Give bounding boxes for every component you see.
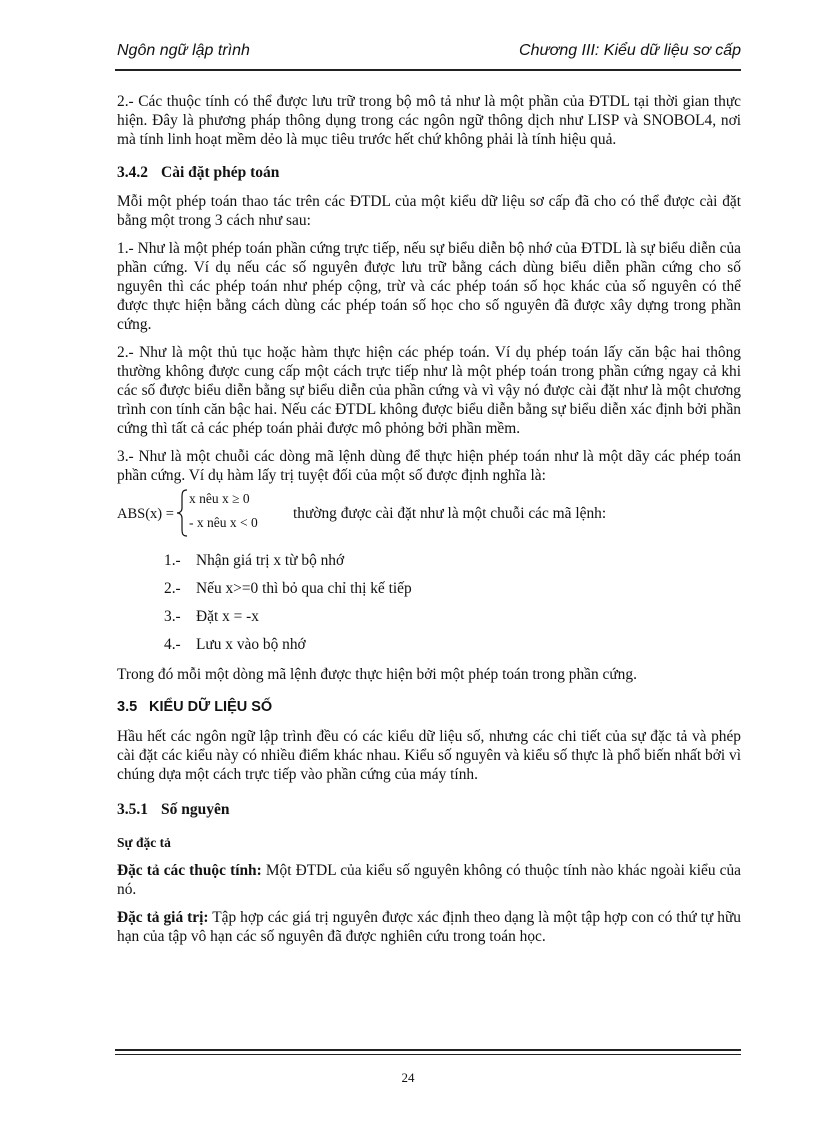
formula-lhs: ABS(x) = [117, 506, 174, 522]
section-number: 3.5 [117, 699, 138, 715]
paragraph-label: Đặc tả giá trị: [117, 909, 209, 926]
formula-description: thường được cài đặt như là một chuỗi các mã lệnh: [293, 505, 607, 522]
section-heading-3-4-2 [117, 163, 741, 182]
section-heading-3-5 [117, 698, 741, 717]
step-text: Đặt x = -x [196, 608, 259, 625]
step-number: 1.- [164, 552, 181, 569]
subheading-specification: Sự đặc tả [117, 835, 171, 850]
step-text: Lưu x vào bộ nhớ [196, 636, 306, 653]
header-chapter-title: Chương III: Kiểu dữ liệu sơ cấp [519, 42, 741, 59]
paragraph-text: Một ĐTDL của kiểu số nguyên không có thuộc tính nào khác ngoài kiểu của nó. [117, 862, 741, 898]
formula-case-2: - x nêu x < 0 [189, 515, 258, 530]
steps-list [117, 547, 741, 659]
step-number: 4.- [164, 636, 181, 653]
step-number: 3.- [164, 608, 181, 625]
header-divider [115, 69, 741, 71]
paragraph-text: Tập hợp các giá trị nguyên được xác định theo dạng là một tập hợp con có thứ tự hữu hạn của tập vô hạn các số nguyên đã được nghiên cứu trong toán học. [117, 909, 741, 945]
footer-divider-thin [115, 1054, 741, 1055]
section-title: Cài đặt phép toán [161, 164, 280, 181]
section-number: 3.4.2 [117, 164, 148, 181]
page-number: 24 [401, 1070, 415, 1085]
paragraph-35: Hầu hết các ngôn ngữ lập trình đều có các kiểu dữ liệu số, nhưng các chi tiết của sự đặc tả và phép cài đặt các kiểu này có nhiều điểm khác nhau. Kiểu số nguyên và kiểu số thực là phổ biến nhất bởi vì chúng dựa một cách trực tiếp vào phần cứng của máy tính. [117, 728, 741, 783]
list-item [164, 575, 741, 603]
section-title: Số nguyên [161, 801, 230, 818]
list-item [164, 631, 741, 659]
paragraph-way-3: 3.- Như là một chuỗi các dòng mã lệnh dùng để thực hiện phép toán như là một dãy các phép toán phần cứng. Ví dụ hàm lấy trị tuyệt đối của một số được định nghĩa là: [117, 448, 741, 484]
section-title: KIỂU DỮ LIỆU SỐ [149, 699, 273, 715]
footer-divider-thick [115, 1049, 741, 1051]
paragraph-values [117, 908, 741, 946]
formula-case-1: x nêu x ≥ 0 [189, 491, 250, 506]
section-number: 3.5.1 [117, 801, 148, 818]
section-heading-3-5-1 [117, 800, 741, 819]
page-header [117, 42, 741, 66]
paragraph-342-intro: Mỗi một phép toán thao tác trên các ĐTDL của một kiểu dữ liệu sơ cấp đã cho có thể được cài đặt bằng một trong 3 cách như sau: [117, 193, 741, 229]
step-text: Nếu x>=0 thì bỏ qua chỉ thị kế tiếp [196, 580, 412, 597]
step-number: 2.- [164, 580, 181, 597]
paragraph-way-1: 1.- Như là một phép toán phần cứng trực tiếp, nếu sự biểu diễn bộ nhớ của ĐTDL là sự biểu diễn của phần cứng. Ví dụ nếu các số nguyên được lưu trữ bằng cách dùng biểu diễn phần cứng cho số nguyên thì các phép toán như phép cộng, trừ và các phép toán số học khác của số nguyên có thể được thực hiện bằng cách dùng các phép toán số học cho số nguyên đã được xây dựng trong phần cứng. [117, 240, 741, 333]
paragraph-label: Đặc tả các thuộc tính: [117, 862, 262, 879]
paragraph-intro: 2.- Các thuộc tính có thể được lưu trữ trong bộ mô tả như là một phần của ĐTDL tại thời gian thực hiện. Đây là phương pháp thông dụng trong các ngôn ngữ thông dịch như LISP và SNOBOL4, nơi mà tính linh hoạt mềm dẻo là mục tiêu trước hết chứ không phải là tính hiệu quả. [117, 93, 741, 148]
page-body [117, 92, 741, 955]
paragraph-way-2: 2.- Như là một thủ tục hoặc hàm thực hiện các phép toán. Ví dụ phép toán lấy căn bậc hai thông thường không được cung cấp một cách trực tiếp như là một phép toán trong phần cứng ngay cả khi các số được biểu diễn bằng sự biểu diễn của phần cứng và vì vậy nó được cài đặt như là một chương trình con tính căn bậc hai. Nếu các ĐTDL không được biểu diễn bằng sự biểu diễn xác định bởi phần cứng thì tất cả các phép toán phải được mô phỏng bởi phần mềm. [117, 344, 741, 437]
abs-formula [117, 489, 741, 539]
list-item [164, 547, 741, 575]
header-book-title: Ngôn ngữ lập trình [117, 42, 250, 59]
list-item [164, 603, 741, 631]
step-text: Nhận giá trị x từ bộ nhớ [196, 552, 345, 569]
paragraph-steps-end: Trong đó mỗi một dòng mã lệnh được thực hiện bởi một phép toán trong phần cứng. [117, 666, 637, 683]
paragraph-attributes [117, 861, 741, 899]
